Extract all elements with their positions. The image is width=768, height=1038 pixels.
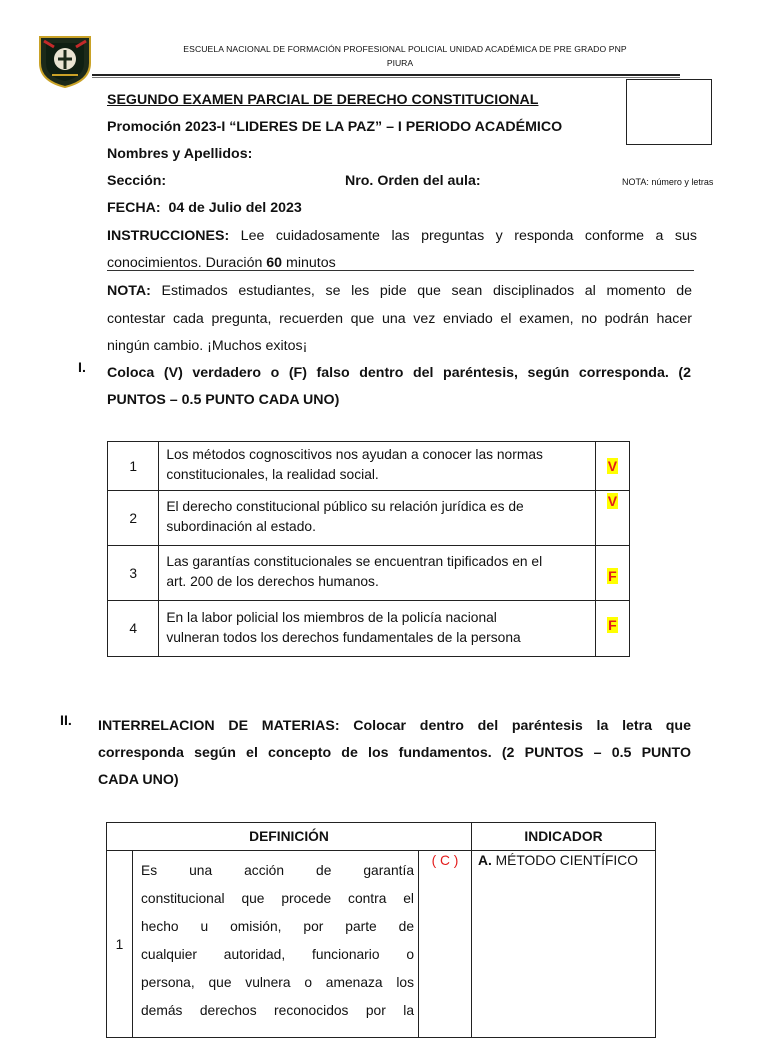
row-number: 2 (108, 491, 159, 546)
section-1-line-1: Coloca (V) verdadero o (F) falso dentro del paréntesis, según corresponda. (2 (107, 365, 691, 381)
statement (159, 601, 596, 657)
statement (159, 491, 596, 546)
definition-line: hecho u omisión, por parte de (141, 919, 414, 934)
answer-cell[interactable] (595, 442, 629, 491)
table-row (108, 491, 630, 546)
statement-line: art. 200 de los derechos humanos. (166, 574, 379, 589)
indicator-option (472, 851, 656, 1038)
section-2-number: II. (60, 713, 72, 729)
statement-line: Los métodos cognoscitivos nos ayudan a conocer las normas (166, 447, 543, 462)
true-false-table (107, 441, 630, 657)
answer-mark: F (608, 568, 617, 584)
statement-line: subordinación al estado. (166, 519, 316, 534)
answer-mark: F (608, 617, 617, 633)
definition-line: constitucional que procede contra el (141, 891, 414, 906)
header-divider (92, 74, 680, 76)
section-1-line-2: PUNTOS – 0.5 PUNTO CADA UNO) (107, 392, 340, 408)
section-2-instructions (98, 713, 691, 794)
instructions-line-1 (107, 223, 697, 250)
police-school-logo (36, 33, 94, 89)
definition-line: cualquier autoridad, funcionario o (141, 947, 414, 962)
row-number: 3 (108, 546, 159, 601)
table-row (108, 601, 630, 657)
note-text-1: Estimados estudiantes, se les pide que sean disciplinados al momento de (150, 283, 692, 299)
instructions-divider (107, 270, 694, 271)
note-line-3: ningún cambio. ¡Muchos exitos¡ (107, 338, 308, 354)
exam-title: SEGUNDO EXAMEN PARCIAL DE DERECHO CONSTITUCIONAL (107, 92, 539, 108)
instructions-text-2: conocimientos. Duración (107, 255, 267, 271)
names-label: Nombres y Apellidos: (107, 146, 253, 162)
statement (159, 546, 596, 601)
instructions-text-1: Lee cuidadosamente las preguntas y responda conforme a sus (229, 228, 697, 244)
note-line-1 (107, 278, 692, 306)
section-label: Sección: (107, 173, 167, 189)
definition-text (133, 851, 419, 1038)
answer-cell[interactable] (595, 546, 629, 601)
statement-line: En la labor policial los miembros de la policía nacional (166, 609, 497, 625)
section-2-line-3: CADA UNO) (98, 772, 179, 788)
indicator-letter: A. (478, 853, 492, 868)
table-header-row (107, 823, 656, 851)
instructions-text-3: minutos (282, 255, 336, 271)
school-name-header: ESCUELA NACIONAL DE FORMACIÓN PROFESIONAL POLICIAL UNIDAD ACADÉMICA DE PRE GRADO PNP (183, 44, 627, 54)
school-city-header: PIURA (386, 58, 414, 68)
row-number: 1 (108, 442, 159, 491)
table-row (107, 851, 656, 1038)
grade-box (626, 79, 712, 145)
row-number: 4 (108, 601, 159, 657)
instructions-line-2 (107, 250, 697, 277)
statement (159, 442, 596, 491)
note-paragraph (107, 278, 692, 361)
section-2-line-1: INTERRELACION DE MATERIAS: Colocar dentro del paréntesis la letra que (98, 718, 691, 734)
date-value: 04 de Julio del 2023 (168, 200, 302, 216)
indicator-text: MÉTODO CIENTÍFICO (491, 853, 638, 868)
table-row (108, 546, 630, 601)
section-1-instructions (107, 360, 691, 414)
section-2-line-2: corresponda según el concepto de los fundamentos. (2 PUNTOS – 0.5 PUNTO (98, 745, 691, 761)
definition-line: demás derechos reconocidos por la (141, 1003, 414, 1018)
header-divider-thin (92, 77, 680, 78)
table-row (108, 442, 630, 491)
definition-line: Es una acción de garantía (141, 863, 414, 878)
statement-line: vulneran todos los derechos fundamentales de la persona (166, 629, 521, 645)
answer-cell[interactable] (595, 491, 629, 546)
instructions-label: INSTRUCCIONES: (107, 228, 230, 244)
indicator-header: INDICADOR (472, 823, 656, 851)
note-line-2: contestar cada pregunta, recuerden que una vez enviado el examen, no podrán hacer (107, 310, 692, 327)
matching-table (106, 822, 656, 1038)
answer-mark: V (607, 458, 618, 474)
answer-parenthesis[interactable]: ( C ) (419, 851, 472, 1038)
answer-cell[interactable] (595, 601, 629, 657)
section-1-number: I. (78, 360, 86, 376)
definition-line: persona, que vulnera o amenaza los (141, 975, 414, 990)
note-label: NOTA: (107, 283, 151, 299)
exam-date (107, 200, 302, 216)
instructions (107, 223, 697, 277)
answer-mark: V (607, 493, 618, 509)
statement-line: constitucionales, la realidad social. (166, 467, 379, 482)
statement-line: El derecho constitucional público su relación jurídica es de (166, 499, 524, 514)
date-label: FECHA: (107, 200, 161, 216)
row-number: 1 (107, 851, 133, 1038)
definition-header: DEFINICIÓN (107, 823, 472, 851)
grade-note: NOTA: número y letras (622, 177, 714, 187)
classroom-order-label: Nro. Orden del aula: (345, 173, 481, 189)
statement-line: Las garantías constitucionales se encuentran tipificados en el (166, 554, 543, 569)
duration-value: 60 (266, 255, 283, 271)
promotion-line: Promoción 2023-I “LIDERES DE LA PAZ” – I PERIODO ACADÉMICO (107, 119, 563, 135)
